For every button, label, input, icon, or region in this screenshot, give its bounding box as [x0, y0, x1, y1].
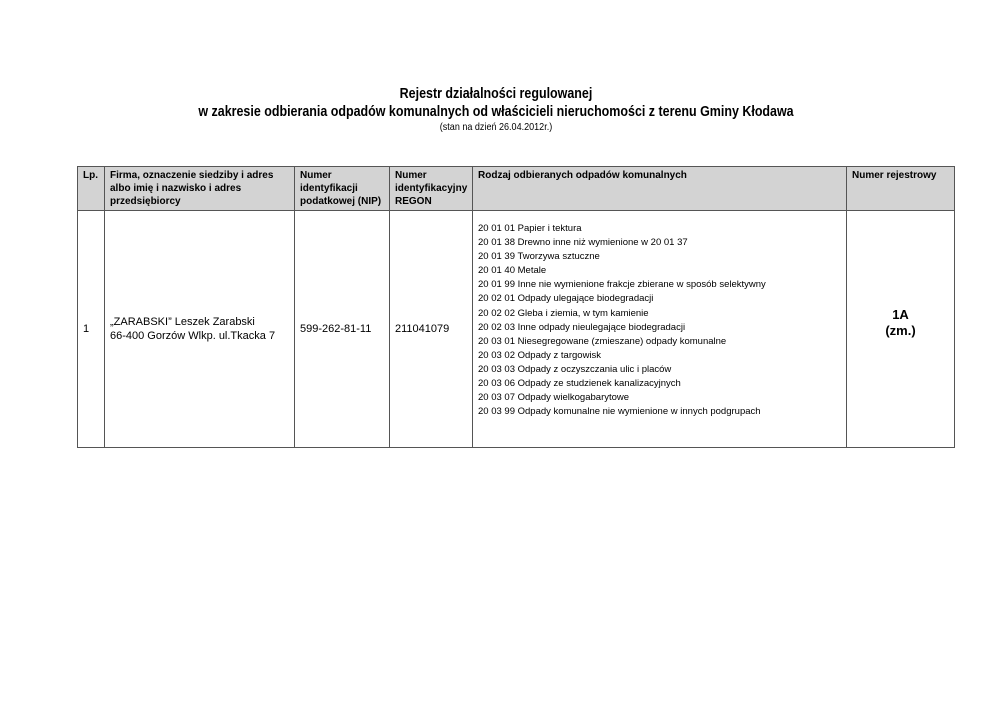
table-header-row	[78, 167, 955, 211]
reg-number-note: (zm.)	[885, 323, 916, 338]
header-firm: Firma, oznaczenie siedziby i adres albo imię i nazwisko i adres przedsiębiorcy	[105, 167, 295, 211]
waste-item: 20 03 99 Odpady komunalne nie wymienione w innych podgrupach	[478, 406, 761, 418]
waste-item: 20 03 03 Odpady z oczyszczania ulic i placów	[478, 363, 672, 375]
cell-firm	[105, 211, 295, 448]
document-subtitle: w zakresie odbierania odpadów komunalnych od właścicieli nieruchomości z terenu Gminy Kłodawa	[198, 104, 794, 120]
waste-item: 20 01 40 Metale	[478, 265, 547, 277]
waste-item: 20 03 02 Odpady z targowisk	[478, 349, 602, 361]
header-reg-number: Numer rejestrowy	[847, 167, 955, 211]
waste-item: 20 01 38 Drewno inne niż wymienione w 20 01 37	[478, 237, 688, 249]
table-row	[78, 211, 955, 448]
register-table	[77, 166, 955, 448]
firm-address: 66-400 Gorzów Wlkp. ul.Tkacka 7	[110, 330, 276, 342]
header-lp: Lp.	[78, 167, 105, 211]
waste-item: 20 01 39 Tworzywa sztuczne	[478, 251, 600, 263]
firm-name: „ZARABSKI” Leszek Zarabski	[110, 316, 255, 328]
header-waste: Rodzaj odbieranych odpadów komunalnych	[473, 167, 847, 211]
waste-item: 20 03 06 Odpady ze studzienek kanalizacyjnych	[478, 378, 681, 390]
cell-nip: 599-262-81-11	[295, 211, 390, 448]
cell-reg-number	[847, 211, 955, 448]
waste-item: 20 03 07 Odpady wielkogabarytowe	[478, 392, 630, 404]
cell-regon: 211041079	[390, 211, 473, 448]
waste-item: 20 02 03 Inne odpady nieulegające biodegradacji	[478, 321, 686, 333]
waste-list	[478, 213, 841, 419]
waste-item: 20 01 99 Inne nie wymienione frakcje zbierane w sposób selektywny	[478, 279, 766, 291]
header-regon: Numer identyfikacyjny REGON	[390, 167, 473, 211]
document-heading	[0, 85, 992, 134]
cell-lp: 1	[78, 211, 105, 448]
header-nip: Numer identyfikacji podatkowej (NIP)	[295, 167, 390, 211]
cell-waste	[473, 211, 847, 448]
waste-item: 20 02 02 Gleba i ziemia, w tym kamienie	[478, 307, 649, 319]
waste-item: 20 02 01 Odpady ulegające biodegradacji	[478, 293, 654, 305]
document-title: Rejestr działalności regulowanej	[399, 86, 593, 102]
reg-number-value: 1A	[892, 307, 909, 322]
waste-item: 20 03 01 Niesegregowane (zmieszane) odpady komunalne	[478, 335, 727, 347]
waste-item: 20 01 01 Papier i tektura	[478, 223, 582, 234]
document-status-date: (stan na dzień 26.04.2012r.)	[439, 121, 553, 133]
